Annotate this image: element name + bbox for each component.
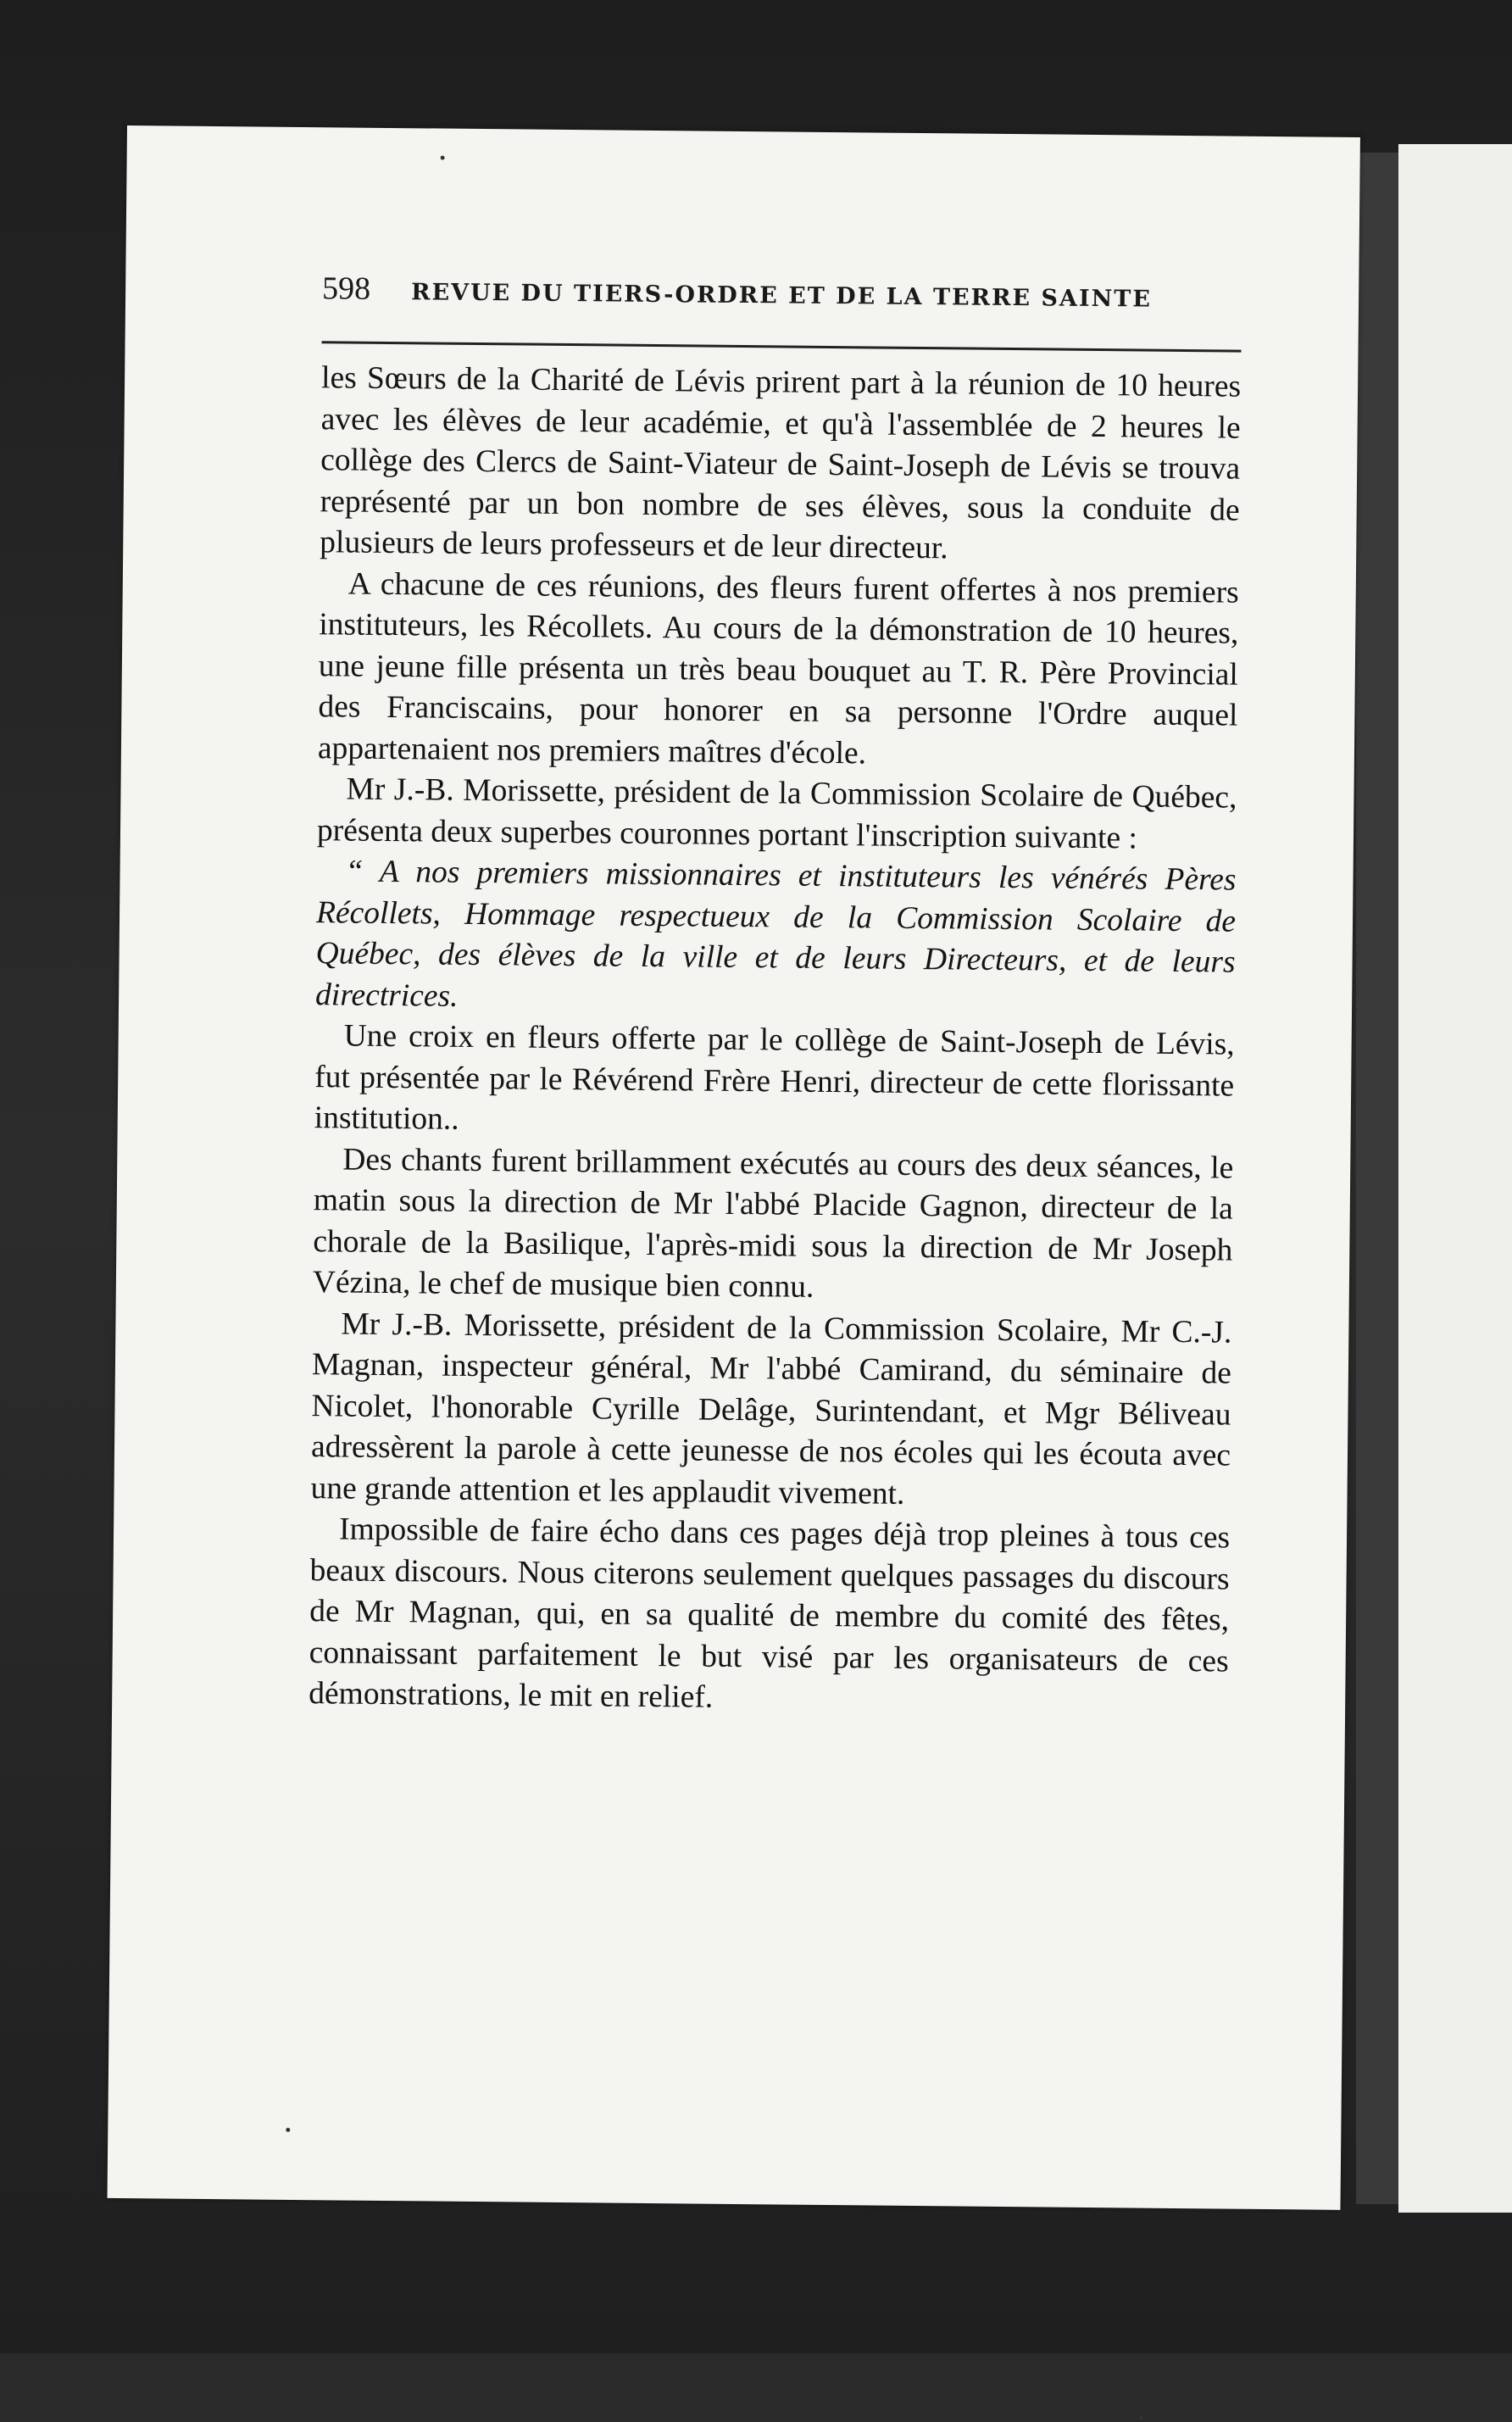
quoted-inscription: “ A nos premiers missionnaires et instituteurs les vénérés Pères Récollets, Hommage respectueux de la Commission Scolaire de Québec, des élèves de la ville et de leurs Directeurs, et de leurs directrices. (314, 854, 1237, 1014)
page-number: 598 (321, 270, 371, 307)
paragraph: Des chants furent brillamment exécutés au cours des deux séances, le matin sous la direction de Mr l'abbé Placide Gagnon, directeur de la chorale de la Basilique, l'après-midi sous la direction de Mr Joseph Vézina, le chef de musique bien connu. (312, 1141, 1234, 1305)
dust-speck (286, 2128, 290, 2132)
paragraph: A chacune de ces réunions, des fleurs furent offertes à nos premiers instituteurs, les Récollets. Au cours de la démonstration de 10 heures, une jeune fille présenta un très beau bouquet au T. R. Père Provincial des Franciscains, pour honorer en sa personne l'Ordre auquel appartenaient nos premiers maîtres d'école. (317, 566, 1239, 771)
adjacent-page (1398, 144, 1512, 2213)
page-header (322, 270, 1255, 330)
running-title: REVUE DU TIERS-ORDRE ET DE LA TERRE SAINTE (410, 279, 1153, 313)
paragraph: Mr J.-B. Morissette, président de la Commission Scolaire de Québec, présenta deux superbes couronnes portant l'inscription suivante : (316, 771, 1237, 855)
paragraph: Mr J.-B. Morissette, président de la Commission Scolaire, Mr C.-J. Magnan, inspecteur général, Mr l'abbé Camirand, du séminaire de Nicolet, l'honorable Cyrille Delâge, Surintendant, et Mgr Béliveau adressèrent la parole à cette jeunesse de nos écoles qui les écouta avec une grande attention et les applaudit vivement. (310, 1306, 1232, 1512)
body-text (309, 358, 1241, 1723)
paragraph: Une croix en fleurs offerte par le collège de Saint-Joseph de Lévis, fut présentée par le Révérend Frère Henri, directeur de cette florissante institution.. (314, 1018, 1235, 1137)
document-page (108, 125, 1360, 2210)
dust-speck (441, 156, 445, 160)
paragraph: les Sœurs de la Charité de Lévis prirent part à la réunion de 10 heures avec les élèves de leur académie, et qu'à l'assemblée de 2 heures le collège des Clercs de Saint-Viateur de Saint-Joseph de Lévis se trouva représenté par un bon nombre de ses élèves, sous la conduite de plusieurs de leurs professeurs et de leur directeur. (320, 360, 1242, 566)
paragraph: Impossible de faire écho dans ces pages déjà trop pleines à tous ces beaux discours. Nous citerons seulement quelques passages du discours de Mr Magnan, qui, en sa qualité de membre du comité des fêtes, connaissant parfaitement le but visé par les organisateurs de ces démonstrations, le mit en relief. (309, 1512, 1231, 1715)
page-gutter (1356, 153, 1398, 2204)
dust-speck (1139, 2416, 1143, 2420)
header-rule (322, 341, 1242, 352)
